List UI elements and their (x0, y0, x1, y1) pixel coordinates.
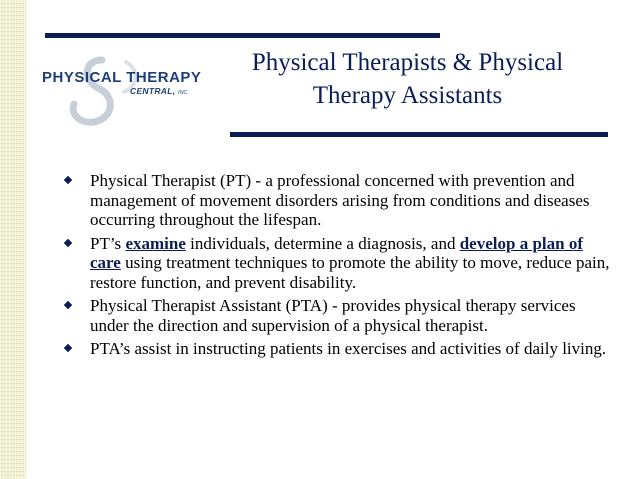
bullet-text-part: using treatment techniques to promote the ability to move, reduce pain, restore function, and prevent disability. (90, 253, 610, 292)
keyword-examine: examine (125, 233, 186, 253)
bullet-text: Physical Therapist Assistant (PTA) - provides physical therapy services under the direction and supervision of a physical therapist. (90, 296, 576, 335)
keyword-develop-plan: develop a plan of care (90, 233, 583, 272)
logo-text-central: CENTRAL (130, 86, 173, 96)
bullet-text-part: PT’s (90, 233, 126, 253)
diamond-bullet-icon (64, 238, 72, 246)
bottom-rule (230, 132, 608, 137)
diamond-bullet-icon (64, 301, 72, 309)
top-rule (45, 33, 440, 38)
bullet-text-part: individuals, determine a diagnosis, and (185, 233, 460, 253)
bullet-item (60, 171, 610, 230)
slide-title-line2: Therapy Assistants (312, 82, 503, 109)
logo-text-inc: INC (178, 90, 188, 96)
bullet-text: PTA’s assist in instructing patients in exercises and activities of daily living. (90, 339, 607, 358)
bullet-item (60, 339, 610, 359)
decorative-stripe (0, 0, 26, 479)
bullet-item (60, 234, 610, 293)
bullet-item (60, 296, 610, 335)
slide-title-line1: Physical Therapists & Physical (251, 49, 564, 76)
bullet-text: Physical Therapist (PT) - a professional concerned with prevention and management of movement disorders arising from conditions and diseases occurring throughout the lifespan. (90, 171, 590, 229)
company-logo (40, 52, 202, 126)
bullet-list (60, 171, 610, 363)
slide-title (205, 46, 610, 112)
logo-text-main: PHYSICAL THERAPY (42, 69, 202, 86)
logo-text-sub: CENTRAL, INC (130, 86, 188, 96)
diamond-bullet-icon (64, 176, 72, 184)
diamond-bullet-icon (64, 344, 72, 352)
